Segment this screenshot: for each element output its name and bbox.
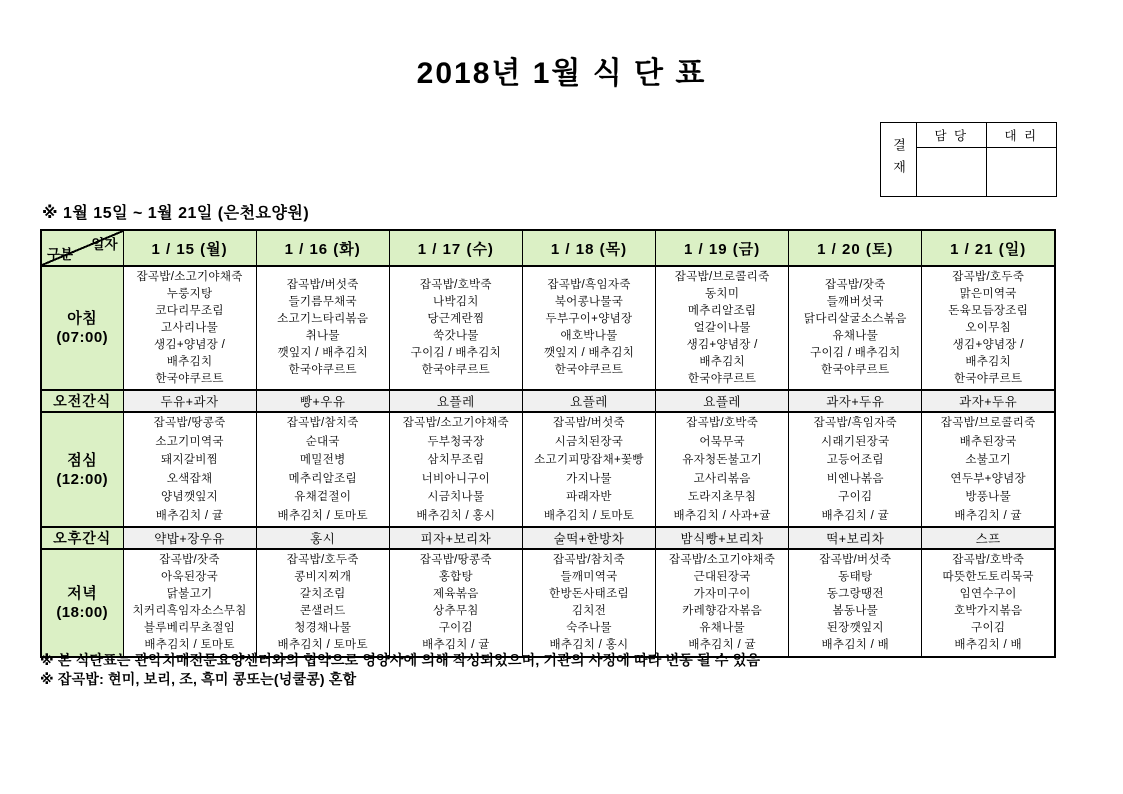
meal-cell — [922, 266, 1055, 390]
approval-col-daeri: 대 리 — [987, 123, 1057, 148]
menu-item: 잡곡밥/소고기야채죽 — [136, 270, 243, 283]
meal-cell — [789, 549, 922, 657]
menu-item: 시금치된장국 — [554, 435, 624, 448]
menu-item: 콩비지찌개 — [294, 571, 352, 583]
menu-item: 유채나물 — [699, 622, 745, 634]
snack-cell: 피자+보리차 — [389, 527, 522, 549]
menu-item: 한국야쿠르트 — [953, 372, 1023, 385]
approval-signature-cell — [917, 148, 987, 196]
snack-cell: 요플레 — [656, 390, 789, 412]
footer-notes — [40, 651, 760, 689]
row-label: 점심 (12:00) — [41, 412, 123, 527]
snack-cell: 술떡+한방차 — [522, 527, 655, 549]
menu-item: 잡곡밥/호박죽 — [686, 417, 759, 429]
menu-item: 생김+양념장 / — [952, 338, 1024, 351]
menu-item: 고사리볶음 — [693, 472, 751, 485]
menu-item: 배추김치 / 귤 — [688, 639, 756, 651]
menu-item: 배추김치 / 홍시 — [416, 509, 496, 522]
corner-label-date: 일자 — [91, 237, 118, 252]
note-line: ※ 잡곡밥: 현미, 보리, 조, 흑미 콩또는(넝쿨콩) 혼합 — [40, 671, 357, 687]
menu-item: 생김+양념장 / — [686, 338, 758, 351]
menu-item: 애호박나물 — [560, 330, 618, 342]
menu-item: 근대된장국 — [693, 571, 751, 583]
day-header: 1 / 17 (수) — [389, 230, 522, 266]
meal-cell — [123, 266, 256, 390]
meal-cell — [789, 266, 922, 390]
date-range-subtitle: ※ 1월 15일 ~ 1월 21일 (은천요양원) — [42, 205, 310, 222]
menu-item: 잡곡밥/흑임자죽 — [547, 279, 631, 291]
meal-cell — [522, 549, 655, 657]
menu-item: 배추김치 / 배 — [954, 639, 1022, 651]
menu-item: 닭불고기 — [166, 588, 213, 600]
snack-cell: 홍시 — [256, 527, 389, 549]
menu-item: 맑은미역국 — [959, 287, 1017, 300]
menu-item: 갈치조림 — [299, 588, 346, 600]
menu-item: 소불고기 — [965, 454, 1011, 466]
menu-item: 구이김 — [438, 622, 473, 634]
menu-item: 구이김 — [838, 491, 873, 503]
meal-row — [41, 549, 1055, 657]
menu-item: 너비아니구이 — [421, 472, 491, 485]
menu-item: 숙주나물 — [566, 622, 612, 634]
menu-item: 소고기느타리볶음 — [277, 313, 369, 325]
menu-item: 들깨버섯국 — [826, 296, 884, 308]
meal-cell — [656, 549, 789, 657]
menu-item: 상추무침 — [433, 605, 479, 617]
menu-item: 잡곡밥/호두죽 — [286, 554, 359, 566]
menu-item: 홍합탕 — [438, 571, 473, 583]
menu-item: 동태탕 — [838, 571, 873, 583]
row-label: 오전간식 — [41, 390, 123, 412]
menu-item: 오색잡채 — [166, 472, 213, 485]
menu-item: 콘샐러드 — [299, 605, 346, 617]
menu-item: 동치미 — [705, 287, 740, 300]
menu-item: 소고기미역국 — [155, 435, 224, 448]
meal-cell — [389, 549, 522, 657]
note-line: ※ 본 식단표는 관악치매전문요양센터와의 협약으로 영양사에 의해 작성되었으며, 기관의 사정에 따라 변동 될 수 있음 — [40, 652, 761, 668]
meal-cell — [522, 412, 655, 527]
menu-item: 돼지갈비찜 — [161, 454, 219, 466]
day-header: 1 / 16 (화) — [256, 230, 389, 266]
menu-item: 잡곡밥/소고기야채죽 — [402, 417, 509, 429]
menu-item: 얼갈이나물 — [693, 321, 751, 334]
menu-item: 코다리무조림 — [155, 304, 224, 317]
menu-item: 잡곡밥/잣죽 — [159, 554, 220, 566]
menu-item: 잡곡밥/땅콩죽 — [419, 554, 492, 566]
snack-cell: 과자+두유 — [922, 390, 1055, 412]
menu-item: 쑥갓나물 — [433, 330, 479, 342]
menu-item: 돈육모듬장조림 — [948, 304, 1029, 317]
menu-item: 한방돈사태조림 — [549, 588, 629, 600]
menu-item: 동그랑땡전 — [826, 588, 884, 600]
menu-item: 방풍나물 — [965, 491, 1011, 503]
page-title: 2018년 1월 식 단 표 — [416, 57, 707, 90]
menu-item: 된장깻잎지 — [826, 622, 884, 634]
meal-cell — [389, 266, 522, 390]
snack-cell: 빵+우유 — [256, 390, 389, 412]
menu-item: 잡곡밥/브로콜리죽 — [940, 417, 1036, 429]
menu-item: 호박가지볶음 — [953, 605, 1023, 617]
meal-cell — [256, 412, 389, 527]
approval-col-damdang: 담 당 — [917, 123, 987, 148]
menu-item: 취나물 — [305, 330, 340, 342]
approval-signature-cell — [987, 148, 1057, 196]
menu-item: 고사리나물 — [161, 321, 219, 334]
menu-item: 메추리알조림 — [687, 304, 757, 317]
menu-item: 구이김 / 배추김치 — [410, 347, 502, 359]
menu-item: 배추김치 / 귤 — [422, 639, 490, 651]
menu-item: 배추김치 — [166, 355, 213, 368]
menu-item: 도라지초무침 — [687, 491, 757, 503]
menu-item: 한국야쿠르트 — [155, 372, 224, 385]
menu-item: 잡곡밥/호박죽 — [952, 554, 1025, 566]
menu-item: 깻잎지 / 배추김치 — [277, 347, 368, 359]
snack-cell: 밤식빵+보리차 — [656, 527, 789, 549]
row-label: 아침 (07:00) — [41, 266, 123, 390]
menu-item: 배추김치 / 배 — [821, 639, 890, 651]
menu-item: 배추김치 / 토마토 — [277, 509, 368, 522]
menu-item: 어묵무국 — [699, 435, 745, 448]
menu-item: 소고기피망잡채+꽃빵 — [534, 454, 644, 466]
meal-cell — [922, 412, 1055, 527]
menu-item: 메밀전병 — [299, 454, 346, 466]
meal-cell — [256, 549, 389, 657]
snack-cell: 요플레 — [522, 390, 655, 412]
menu-item: 유자청돈불고기 — [682, 454, 763, 466]
menu-item: 블루베리무초절임 — [143, 622, 236, 634]
menu-item: 양념깻잎지 — [161, 491, 219, 503]
menu-item: 배추김치 / 홍시 — [549, 639, 629, 651]
menu-item: 배추김치 / 귤 — [954, 509, 1022, 522]
meal-cell — [922, 549, 1055, 657]
menu-item: 구이김 — [971, 622, 1006, 634]
menu-item: 삼치무조림 — [427, 454, 485, 466]
menu-table — [40, 229, 1056, 658]
meal-cell — [656, 266, 789, 390]
menu-item: 연두부+양념장 — [950, 472, 1026, 485]
menu-item: 한국야쿠르트 — [554, 364, 624, 376]
day-header: 1 / 21 (일) — [922, 230, 1055, 266]
menu-item: 치커리흑임자소스무침 — [132, 605, 247, 617]
menu-item: 고등어조림 — [826, 454, 884, 466]
menu-item: 오이무침 — [965, 321, 1011, 334]
approval-box — [880, 122, 1057, 197]
meal-cell — [389, 412, 522, 527]
menu-item: 배추김치 / 토마토 — [277, 639, 368, 651]
menu-item: 배추김치 / 귤 — [821, 509, 890, 522]
menu-item: 잡곡밥/잣죽 — [825, 279, 886, 291]
menu-item: 시래기된장국 — [821, 435, 890, 448]
menu-item: 아욱된장국 — [161, 571, 219, 583]
menu-item: 잡곡밥/소고기야채죽 — [669, 554, 776, 566]
menu-item: 한국야쿠르트 — [288, 364, 357, 376]
menu-item: 배추김치 — [699, 355, 745, 368]
menu-item: 한국야쿠르트 — [687, 372, 757, 385]
snack-cell: 떡+보리차 — [789, 527, 922, 549]
menu-item: 잡곡밥/브로콜리죽 — [674, 270, 770, 283]
menu-item: 순대국 — [305, 435, 340, 448]
day-header: 1 / 18 (목) — [522, 230, 655, 266]
menu-item: 가자미구이 — [693, 588, 751, 600]
menu-item: 유채나물 — [832, 330, 879, 342]
menu-item: 들깨미역국 — [560, 571, 618, 583]
meal-cell — [256, 266, 389, 390]
snack-row — [41, 527, 1055, 549]
day-header: 1 / 19 (금) — [656, 230, 789, 266]
menu-item: 한국야쿠르트 — [821, 364, 890, 376]
menu-item: 잡곡밥/땅콩죽 — [153, 417, 226, 429]
menu-item: 잡곡밥/버섯죽 — [286, 279, 359, 291]
menu-item: 들기름무채국 — [288, 296, 357, 308]
snack-cell: 두유+과자 — [123, 390, 256, 412]
menu-item: 임연수구이 — [959, 588, 1017, 600]
snack-cell: 과자+두유 — [789, 390, 922, 412]
day-header: 1 / 20 (토) — [789, 230, 922, 266]
menu-item: 배추김치 / 토마토 — [144, 639, 235, 651]
menu-item: 가지나물 — [566, 472, 612, 485]
menu-item: 청경채나물 — [294, 622, 352, 634]
menu-item: 나박김치 — [433, 296, 479, 308]
snack-cell: 요플레 — [389, 390, 522, 412]
meal-cell — [123, 412, 256, 527]
menu-item: 제육볶음 — [433, 588, 479, 600]
meal-cell — [656, 412, 789, 527]
menu-item: 깻잎지 / 배추김치 — [543, 347, 635, 359]
menu-item: 누룽지탕 — [166, 287, 213, 300]
menu-item: 잡곡밥/호박죽 — [419, 279, 492, 291]
menu-item: 잡곡밥/버섯죽 — [553, 417, 625, 429]
corner-cell — [41, 230, 123, 266]
menu-item: 잡곡밥/버섯죽 — [819, 554, 892, 566]
menu-item: 봄동나물 — [832, 605, 879, 617]
menu-table-header-row — [41, 230, 1055, 266]
row-label: 오후간식 — [41, 527, 123, 549]
meal-cell — [789, 412, 922, 527]
corner-label-category: 구분 — [47, 247, 74, 262]
meal-cell — [123, 549, 256, 657]
menu-item: 닭다리살굴소스볶음 — [803, 313, 907, 325]
menu-item: 잡곡밥/흑임자죽 — [813, 417, 897, 429]
menu-item: 배추김치 / 토마토 — [543, 509, 635, 522]
meal-row — [41, 266, 1055, 390]
menu-item: 비엔나볶음 — [826, 472, 884, 485]
menu-item: 한국야쿠르트 — [421, 364, 491, 376]
menu-item: 유채겉절이 — [294, 491, 352, 503]
meal-row — [41, 412, 1055, 527]
menu-item: 파래자반 — [566, 491, 612, 503]
menu-item: 메추리알조림 — [288, 472, 357, 485]
snack-cell: 스프 — [922, 527, 1055, 549]
approval-stamp-label: 결재 — [881, 123, 917, 196]
menu-item: 시금치나물 — [427, 491, 485, 503]
menu-item: 생김+양념장 / — [154, 338, 226, 351]
menu-item: 배추김치 / 사과+귤 — [673, 509, 771, 522]
menu-item: 배추된장국 — [959, 435, 1017, 448]
menu-item: 잡곡밥/참치죽 — [553, 554, 625, 566]
menu-item: 배추김치 / 귤 — [155, 509, 224, 522]
menu-item: 김치전 — [571, 605, 607, 617]
approval-grid — [917, 123, 1056, 196]
menu-item: 카레향감자볶음 — [682, 605, 763, 617]
menu-item: 당근계란찜 — [427, 313, 485, 325]
day-header: 1 / 15 (월) — [123, 230, 256, 266]
menu-item: 배추김치 — [965, 355, 1011, 368]
menu-item: 두부구이+양념장 — [545, 313, 633, 325]
menu-item: 잡곡밥/참치죽 — [286, 417, 359, 429]
menu-item: 두부청국장 — [427, 435, 485, 448]
snack-cell: 약밥+장우유 — [123, 527, 256, 549]
menu-item: 잡곡밥/호두죽 — [952, 270, 1025, 283]
snack-row — [41, 390, 1055, 412]
menu-item: 북어콩나물국 — [554, 296, 624, 308]
meal-cell — [522, 266, 655, 390]
row-label: 저녁 (18:00) — [41, 549, 123, 657]
menu-item: 따뜻한도토리묵국 — [942, 571, 1034, 583]
menu-item: 구이김 / 배추김치 — [810, 347, 901, 359]
